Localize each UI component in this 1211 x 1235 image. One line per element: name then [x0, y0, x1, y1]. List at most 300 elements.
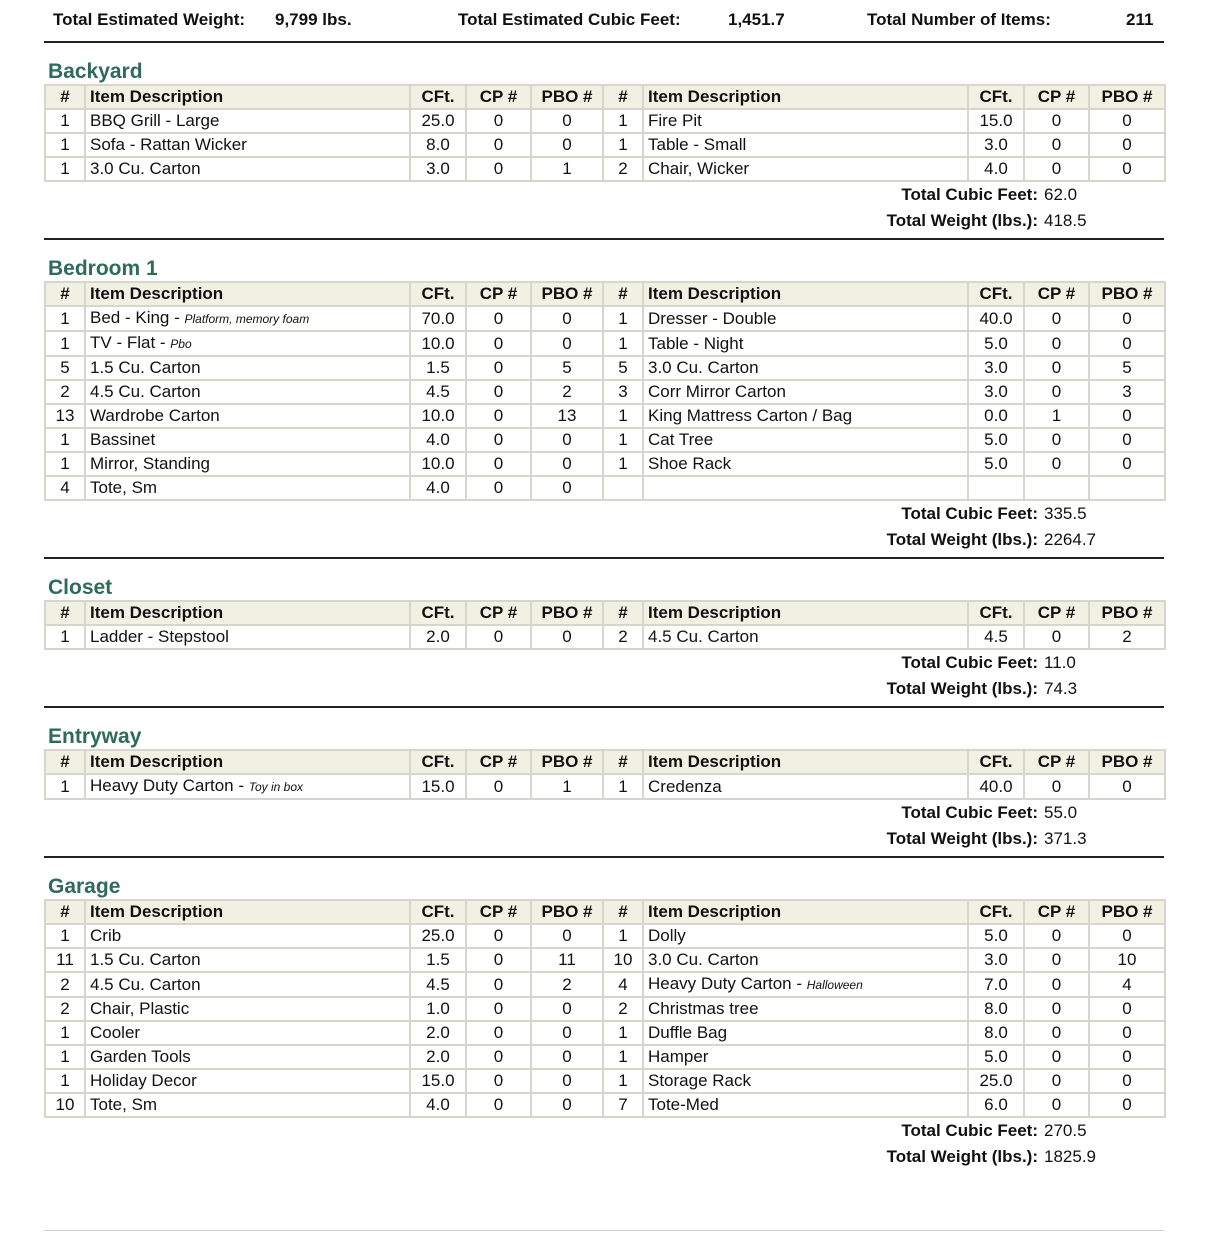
item-name: Shoe Rack [648, 454, 732, 473]
table-header-row [45, 900, 1165, 924]
item-cubic-feet: 5.0 [968, 331, 1024, 356]
room-totals [44, 1118, 1164, 1170]
item-cubic-feet: 10.0 [410, 452, 466, 476]
room-total-cubic-label: Total Cubic Feet: [901, 185, 1038, 204]
item-cp-count: 0 [1024, 1093, 1089, 1117]
item-cp-count: 0 [466, 157, 531, 181]
table-header-row [45, 601, 1165, 625]
item-cubic-feet: 2.0 [410, 1021, 466, 1045]
item-cubic-feet: 2.0 [410, 1045, 466, 1069]
item-description [643, 452, 968, 476]
room-total-cubic [44, 501, 1098, 527]
item-quantity: 1 [603, 404, 643, 428]
item-cubic-feet: 25.0 [410, 924, 466, 948]
room-total-cubic-value: 270.5 [1044, 1121, 1087, 1140]
column-header-pbo: PBO # [531, 282, 603, 306]
room-total-weight-value: 1825.9 [1044, 1147, 1096, 1166]
table-row [45, 356, 1165, 380]
item-cubic-feet: 10.0 [410, 404, 466, 428]
room-total-cubic-value: 11.0 [1044, 653, 1076, 672]
room-total-cubic-label: Total Cubic Feet: [901, 653, 1038, 672]
item-description [643, 428, 968, 452]
item-description [85, 774, 410, 799]
item-description [643, 997, 968, 1021]
item-pbo-count: 0 [531, 625, 603, 649]
item-quantity: 1 [603, 1045, 643, 1069]
room-totals [44, 501, 1164, 553]
item-cubic-feet: 4.0 [410, 1093, 466, 1117]
item-note: Pbo [170, 337, 192, 351]
item-cubic-feet: 3.0 [968, 380, 1024, 404]
item-description [85, 948, 410, 972]
room-totals [44, 800, 1164, 852]
table-row [45, 109, 1165, 133]
item-quantity: 1 [45, 1069, 85, 1093]
item-name: 4.5 Cu. Carton [90, 974, 201, 994]
footer-divider [44, 1230, 1164, 1231]
column-header-cp: CP # [466, 85, 531, 109]
item-description [643, 157, 968, 181]
item-pbo-count: 0 [1089, 109, 1165, 133]
item-name: Cat Tree [648, 430, 714, 449]
item-name: Tote-Med [648, 1095, 719, 1114]
column-header-cft: CFt. [410, 85, 466, 109]
item-name: Sofa - Rattan Wicker [90, 135, 247, 154]
column-header-pbo: PBO # [1089, 601, 1165, 625]
table-row [45, 774, 1165, 799]
item-cp-count: 0 [466, 380, 531, 404]
column-header-cft: CFt. [410, 601, 466, 625]
column-header-cft: CFt. [410, 282, 466, 306]
room-total-weight-value: 2264.7 [1044, 530, 1096, 549]
item-cp-count: 0 [1024, 997, 1089, 1021]
item-description [85, 428, 410, 452]
item-quantity: 1 [45, 1045, 85, 1069]
item-quantity: 4 [603, 972, 643, 997]
item-quantity: 7 [603, 1093, 643, 1117]
item-description [643, 306, 968, 331]
item-name: 4.5 Cu. Carton [648, 627, 759, 646]
room-total-weight [44, 1144, 1098, 1170]
item-name: Tote, Sm [90, 1095, 158, 1114]
items-table [44, 84, 1166, 182]
items-table [44, 600, 1166, 650]
column-header-pbo: PBO # [531, 85, 603, 109]
item-cp-count: 0 [466, 948, 531, 972]
item-cp-count [1024, 476, 1089, 500]
table-header-row [45, 85, 1165, 109]
item-quantity: 1 [603, 924, 643, 948]
column-header-desc: Item Description [85, 900, 410, 924]
column-header-cp: CP # [1024, 900, 1089, 924]
column-header-desc: Item Description [643, 601, 968, 625]
item-cp-count: 0 [466, 1093, 531, 1117]
item-cp-count: 0 [466, 356, 531, 380]
column-header-cft: CFt. [410, 750, 466, 774]
item-name: Christmas tree [648, 999, 759, 1018]
column-header-desc: Item Description [643, 85, 968, 109]
room-totals [44, 650, 1164, 702]
column-header-num: # [603, 750, 643, 774]
item-cp-count: 0 [1024, 133, 1089, 157]
item-pbo-count: 0 [1089, 1021, 1165, 1045]
item-name: Table - Night [648, 333, 744, 353]
item-cp-count: 0 [1024, 306, 1089, 331]
item-pbo-count: 0 [1089, 924, 1165, 948]
column-header-pbo: PBO # [1089, 750, 1165, 774]
item-description [85, 380, 410, 404]
section-divider [44, 706, 1164, 708]
column-header-num: # [45, 750, 85, 774]
item-pbo-count: 0 [1089, 997, 1165, 1021]
item-pbo-count: 0 [531, 452, 603, 476]
item-cubic-feet: 8.0 [410, 133, 466, 157]
total-weight-value: 9,799 lbs. [275, 10, 352, 29]
column-header-num: # [45, 601, 85, 625]
item-pbo-count: 2 [531, 972, 603, 997]
item-cp-count: 0 [1024, 1045, 1089, 1069]
item-name: BBQ Grill - Large [90, 111, 220, 130]
item-cubic-feet: 4.0 [968, 157, 1024, 181]
item-quantity: 2 [45, 380, 85, 404]
item-description [643, 476, 968, 500]
column-header-cp: CP # [1024, 282, 1089, 306]
item-description [85, 625, 410, 649]
column-header-pbo: PBO # [1089, 85, 1165, 109]
table-row [45, 948, 1165, 972]
column-header-cft: CFt. [968, 85, 1024, 109]
room-total-weight [44, 527, 1098, 553]
item-cp-count: 0 [466, 404, 531, 428]
room-total-weight-value: 74.3 [1044, 679, 1078, 698]
table-row [45, 404, 1165, 428]
column-header-num: # [603, 900, 643, 924]
item-cubic-feet: 40.0 [968, 774, 1024, 799]
item-cp-count: 1 [1024, 404, 1089, 428]
item-cp-count: 0 [466, 133, 531, 157]
item-cp-count: 0 [466, 109, 531, 133]
item-cubic-feet: 4.5 [968, 625, 1024, 649]
item-name: Ladder - Stepstool [90, 627, 229, 646]
column-header-cft: CFt. [968, 900, 1024, 924]
item-note: Halloween [806, 978, 863, 992]
item-quantity: 2 [603, 157, 643, 181]
column-header-pbo: PBO # [1089, 282, 1165, 306]
room-total-weight [44, 826, 1098, 852]
item-cp-count: 0 [1024, 157, 1089, 181]
item-description [85, 356, 410, 380]
item-cp-count: 0 [466, 997, 531, 1021]
item-pbo-count: 5 [531, 356, 603, 380]
item-pbo-count: 13 [531, 404, 603, 428]
item-description [85, 1045, 410, 1069]
item-pbo-count: 0 [531, 924, 603, 948]
item-quantity: 4 [45, 476, 85, 500]
item-cubic-feet: 4.5 [410, 972, 466, 997]
item-pbo-count: 2 [1089, 625, 1165, 649]
item-cubic-feet: 5.0 [968, 924, 1024, 948]
item-quantity: 2 [603, 997, 643, 1021]
column-header-pbo: PBO # [531, 900, 603, 924]
item-pbo-count: 0 [531, 428, 603, 452]
item-quantity: 2 [603, 625, 643, 649]
item-cubic-feet: 25.0 [968, 1069, 1024, 1093]
item-cp-count: 0 [466, 774, 531, 799]
room-total-cubic [44, 182, 1098, 208]
item-quantity: 1 [45, 924, 85, 948]
item-quantity [603, 476, 643, 500]
room-total-weight-label: Total Weight (lbs.): [886, 679, 1038, 698]
room-title: Entryway [48, 725, 142, 748]
item-cp-count: 0 [466, 1069, 531, 1093]
column-header-cp: CP # [466, 900, 531, 924]
item-name: TV - Flat - [90, 333, 171, 352]
item-pbo-count: 0 [531, 997, 603, 1021]
item-description [643, 133, 968, 157]
item-cp-count: 0 [466, 476, 531, 500]
item-pbo-count: 0 [531, 133, 603, 157]
item-cubic-feet: 0.0 [968, 404, 1024, 428]
item-cp-count: 0 [1024, 1069, 1089, 1093]
column-header-num: # [45, 282, 85, 306]
item-name: Cooler [90, 1023, 141, 1042]
item-cubic-feet: 15.0 [410, 774, 466, 799]
item-cubic-feet: 70.0 [410, 306, 466, 331]
items-table [44, 749, 1166, 800]
table-row [45, 157, 1165, 181]
room-total-weight-label: Total Weight (lbs.): [886, 530, 1038, 549]
item-pbo-count: 0 [1089, 157, 1165, 181]
item-pbo-count: 0 [1089, 404, 1165, 428]
table-row [45, 476, 1165, 500]
item-name: 1.5 Cu. Carton [90, 358, 201, 377]
column-header-pbo: PBO # [1089, 900, 1165, 924]
column-header-cp: CP # [1024, 601, 1089, 625]
item-name: Hamper [648, 1047, 709, 1066]
column-header-cft: CFt. [968, 750, 1024, 774]
item-description [85, 331, 410, 356]
item-cubic-feet: 15.0 [410, 1069, 466, 1093]
item-cubic-feet: 3.0 [968, 356, 1024, 380]
room-total-weight [44, 676, 1098, 702]
column-header-desc: Item Description [85, 601, 410, 625]
item-cp-count: 0 [1024, 452, 1089, 476]
item-quantity: 1 [45, 109, 85, 133]
item-cp-count: 0 [466, 306, 531, 331]
item-quantity: 5 [603, 356, 643, 380]
column-header-desc: Item Description [85, 750, 410, 774]
item-cp-count: 0 [466, 428, 531, 452]
table-row [45, 380, 1165, 404]
item-quantity: 1 [45, 331, 85, 356]
item-name: 1.5 Cu. Carton [90, 950, 201, 969]
item-name: Crib [90, 926, 122, 945]
room-section [44, 725, 1164, 858]
item-name: Mirror, Standing [90, 454, 210, 473]
table-row [45, 331, 1165, 356]
item-pbo-count: 0 [531, 1093, 603, 1117]
table-row [45, 452, 1165, 476]
inventory-page [44, 0, 1164, 1170]
room-title: Closet [48, 576, 113, 599]
item-name: Dresser - Double [648, 308, 777, 328]
table-row [45, 1045, 1165, 1069]
total-items-value: 211 [1126, 10, 1154, 29]
item-cp-count: 0 [1024, 356, 1089, 380]
item-name: Heavy Duty Carton - [648, 974, 807, 993]
table-row [45, 972, 1165, 997]
column-header-cp: CP # [466, 282, 531, 306]
item-cp-count: 0 [1024, 380, 1089, 404]
item-cp-count: 0 [466, 1021, 531, 1045]
items-table [44, 899, 1166, 1118]
item-cubic-feet: 3.0 [968, 948, 1024, 972]
item-description [643, 1069, 968, 1093]
column-header-cp: CP # [1024, 85, 1089, 109]
item-cubic-feet: 7.0 [968, 972, 1024, 997]
table-row [45, 1069, 1165, 1093]
item-cubic-feet: 4.5 [410, 380, 466, 404]
item-pbo-count: 10 [1089, 948, 1165, 972]
item-name: 3.0 Cu. Carton [648, 950, 759, 969]
item-pbo-count: 0 [531, 1021, 603, 1045]
item-pbo-count: 0 [531, 109, 603, 133]
item-name: 4.5 Cu. Carton [90, 382, 201, 401]
room-totals [44, 182, 1164, 234]
item-name: 3.0 Cu. Carton [90, 159, 201, 178]
item-cp-count: 0 [466, 625, 531, 649]
item-description [85, 404, 410, 428]
item-quantity: 13 [45, 404, 85, 428]
item-quantity: 10 [603, 948, 643, 972]
summary-bar [44, 0, 1164, 43]
item-description [643, 404, 968, 428]
item-cubic-feet: 5.0 [968, 428, 1024, 452]
item-quantity: 1 [603, 109, 643, 133]
item-pbo-count: 1 [531, 157, 603, 181]
column-header-num: # [603, 282, 643, 306]
item-pbo-count: 0 [1089, 428, 1165, 452]
item-pbo-count: 1 [531, 774, 603, 799]
item-pbo-count: 0 [1089, 452, 1165, 476]
item-cubic-feet: 1.0 [410, 997, 466, 1021]
item-description [643, 625, 968, 649]
item-cubic-feet: 5.0 [968, 1045, 1024, 1069]
table-row [45, 1093, 1165, 1117]
item-cp-count: 0 [1024, 428, 1089, 452]
table-row [45, 625, 1165, 649]
table-header-row [45, 282, 1165, 306]
table-header-row [45, 750, 1165, 774]
item-pbo-count: 3 [1089, 380, 1165, 404]
column-header-desc: Item Description [643, 900, 968, 924]
room-total-weight-label: Total Weight (lbs.): [886, 1147, 1038, 1166]
item-name: Wardrobe Carton [90, 406, 220, 425]
item-quantity: 1 [45, 452, 85, 476]
item-description [643, 109, 968, 133]
item-name: Bed - King - [90, 308, 185, 327]
item-pbo-count: 0 [531, 1045, 603, 1069]
item-name: King Mattress Carton / Bag [648, 406, 853, 425]
item-name: Duffle Bag [648, 1023, 728, 1042]
section-divider [44, 856, 1164, 858]
item-quantity: 10 [45, 1093, 85, 1117]
item-cp-count: 0 [466, 924, 531, 948]
room-title: Garage [48, 875, 121, 898]
column-header-desc: Item Description [85, 85, 410, 109]
section-divider [44, 557, 1164, 559]
item-name: Chair, Plastic [90, 999, 190, 1018]
item-description [643, 1093, 968, 1117]
column-header-desc: Item Description [643, 282, 968, 306]
total-items-label: Total Number of Items: [867, 10, 1051, 29]
item-cp-count: 0 [1024, 774, 1089, 799]
item-quantity: 2 [45, 997, 85, 1021]
item-cubic-feet: 40.0 [968, 306, 1024, 331]
item-pbo-count: 11 [531, 948, 603, 972]
item-cubic-feet: 5.0 [968, 452, 1024, 476]
item-quantity: 1 [45, 1021, 85, 1045]
column-header-cp: CP # [466, 601, 531, 625]
item-cp-count: 0 [1024, 948, 1089, 972]
item-cp-count: 0 [466, 452, 531, 476]
item-cp-count: 0 [466, 972, 531, 997]
item-cubic-feet: 4.0 [410, 476, 466, 500]
room-total-weight-value: 418.5 [1044, 211, 1087, 230]
item-cubic-feet: 3.0 [410, 157, 466, 181]
column-header-num: # [45, 900, 85, 924]
room-total-weight-label: Total Weight (lbs.): [886, 211, 1038, 230]
column-header-cft: CFt. [410, 900, 466, 924]
item-description [85, 972, 410, 997]
item-cp-count: 0 [1024, 924, 1089, 948]
item-quantity: 3 [603, 380, 643, 404]
item-name: Bassinet [90, 430, 156, 449]
room-total-cubic-label: Total Cubic Feet: [901, 504, 1038, 523]
item-cp-count: 0 [1024, 331, 1089, 356]
item-name: Table - Small [648, 135, 747, 154]
item-name: Dolly [648, 926, 686, 945]
item-name: Tote, Sm [90, 478, 158, 497]
room-total-weight-value: 371.3 [1044, 829, 1087, 848]
item-pbo-count: 0 [1089, 306, 1165, 331]
room-total-cubic-value: 62.0 [1044, 185, 1078, 204]
item-pbo-count: 0 [1089, 1045, 1165, 1069]
column-header-num: # [603, 601, 643, 625]
table-row [45, 133, 1165, 157]
item-description [85, 157, 410, 181]
table-row [45, 1021, 1165, 1045]
item-description [643, 972, 968, 997]
table-row [45, 428, 1165, 452]
item-pbo-count: 0 [1089, 1069, 1165, 1093]
item-pbo-count: 0 [1089, 331, 1165, 356]
item-cp-count: 0 [1024, 972, 1089, 997]
item-description [85, 476, 410, 500]
item-quantity: 1 [603, 428, 643, 452]
item-quantity: 1 [45, 306, 85, 331]
room-title: Bedroom 1 [48, 257, 158, 280]
room-total-cubic-value: 335.5 [1044, 504, 1087, 523]
column-header-num: # [603, 85, 643, 109]
item-cubic-feet: 2.0 [410, 625, 466, 649]
item-cubic-feet: 1.5 [410, 356, 466, 380]
column-header-desc: Item Description [85, 282, 410, 306]
item-quantity: 1 [45, 625, 85, 649]
item-pbo-count: 2 [531, 380, 603, 404]
item-cubic-feet: 8.0 [968, 1021, 1024, 1045]
item-description [643, 331, 968, 356]
